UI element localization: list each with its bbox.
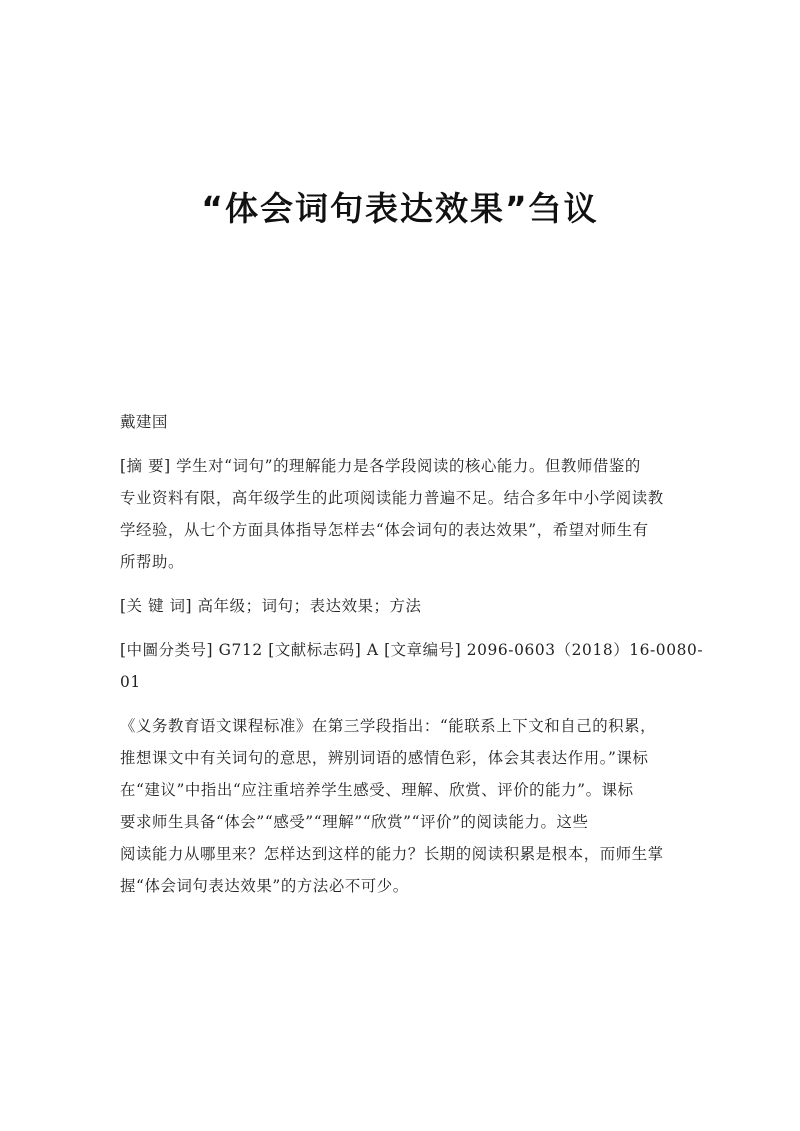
article-content (120, 406, 704, 902)
classification-line: 01 (120, 673, 141, 691)
body-line: 《义务教育语文课程标准》在第三学段指出：“能联系上下文和自己的积累， (120, 717, 657, 735)
classification-block (120, 634, 704, 698)
author-name: 戴建国 (120, 413, 168, 431)
body-line: 在“建议”中指出“应注重培养学生感受、理解、欣赏、评价的能力”。课标 (120, 781, 634, 799)
body-paragraph (120, 710, 680, 902)
article-title: “体会词句表达效果”刍议 (201, 189, 599, 228)
abstract-line: [摘 要] 学生对“词句”的理解能力是各学段阅读的核心能力。但教师借鉴的 (120, 457, 641, 475)
abstract-line: 专业资料有限，高年级学生的此项阅读能力普遍不足。结合多年中小学阅读教 (120, 489, 664, 507)
body-line: 推想课文中有关词句的意思，辨别词语的感情色彩，体会其表达作用。”课标 (120, 749, 649, 767)
classification-line: [中圖分类号] G712 [文献标志码] A [文章编号] 2096-0603（2018）16-0080- (120, 641, 704, 659)
body-line: 握“体会词句表达效果”的方法必不可少。 (120, 877, 409, 895)
keywords-block (120, 590, 680, 622)
abstract-block (120, 450, 680, 578)
body-line: 要求师生具备“体会”“感受”“理解”“欣赏”“评价”的阅读能力。这些 (120, 813, 589, 831)
abstract-line: 学经验，从七个方面具体指导怎样去“体会词句的表达效果”，希望对师生有 (120, 521, 649, 539)
body-line: 阅读能力从哪里来？怎样达到这样的能力？长期的阅读积累是根本，而师生掌 (120, 845, 664, 863)
keywords-line: [关 键 词] 高年级；词句；表达效果；方法 (120, 597, 422, 615)
abstract-line: 所帮助。 (120, 553, 184, 571)
